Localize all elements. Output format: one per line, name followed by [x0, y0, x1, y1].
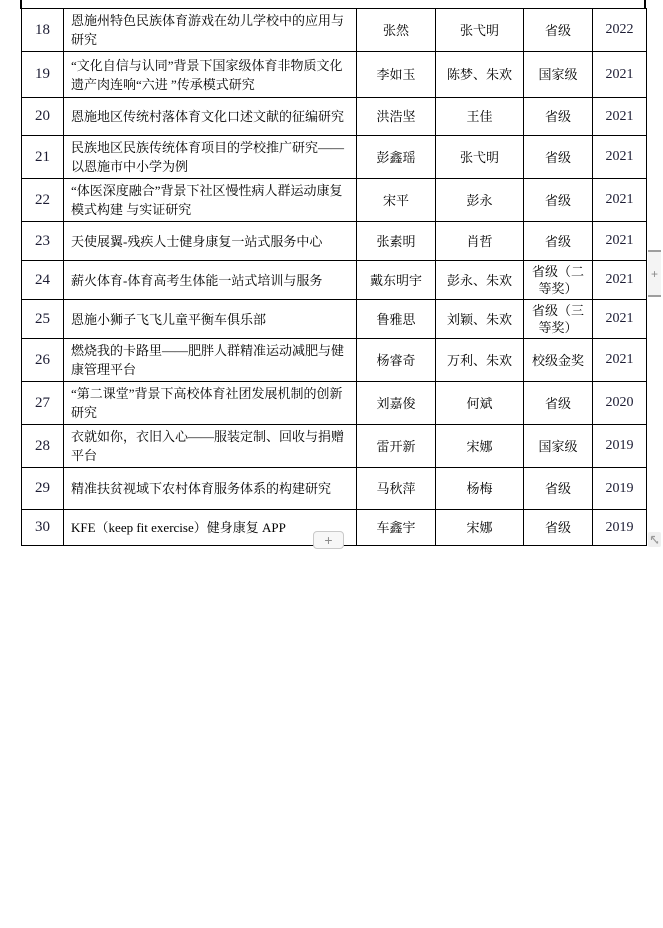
table-resize-handle[interactable] — [648, 532, 661, 547]
table-row — [22, 261, 647, 300]
level-cell[interactable]: 省级 — [524, 222, 593, 261]
level-cell[interactable]: 省级 — [524, 468, 593, 510]
leader-cell[interactable]: 雷开新 — [357, 425, 436, 468]
row-number-cell[interactable]: 30 — [22, 510, 64, 546]
row-number-cell[interactable]: 23 — [22, 222, 64, 261]
project-title-cell[interactable]: 民族地区民族传统体育项目的学校推广研究——以恩施市中小学为例 — [64, 136, 357, 179]
plus-icon: + — [324, 532, 333, 548]
advisor-cell[interactable]: 张弋明 — [436, 136, 524, 179]
row-number-cell[interactable]: 27 — [22, 382, 64, 425]
project-title-cell[interactable]: “文化自信与认同”背景下国家级体育非物质文化遗产肉连响“六进 ”传承模式研究 — [64, 52, 357, 98]
advisor-cell[interactable]: 王佳 — [436, 98, 524, 136]
year-cell[interactable]: 2022 — [593, 9, 647, 52]
level-cell[interactable]: 省级（二等奖） — [524, 261, 593, 300]
year-cell[interactable]: 2019 — [593, 510, 647, 546]
level-cell[interactable]: 校级金奖 — [524, 339, 593, 382]
row-number-cell[interactable]: 18 — [22, 9, 64, 52]
leader-cell[interactable]: 张然 — [357, 9, 436, 52]
advisor-cell[interactable]: 张弋明 — [436, 9, 524, 52]
year-cell[interactable]: 2021 — [593, 179, 647, 222]
advisor-cell[interactable]: 彭永 — [436, 179, 524, 222]
leader-cell[interactable]: 车鑫宇 — [357, 510, 436, 546]
leader-cell[interactable]: 彭鑫瑶 — [357, 136, 436, 179]
project-title-cell[interactable]: “体医深度融合”背景下社区慢性病人群运动康复模式构建 与实证研究 — [64, 179, 357, 222]
table-row — [22, 98, 647, 136]
diagonal-resize-arrow-icon — [650, 535, 659, 545]
level-cell[interactable]: 省级（三等奖） — [524, 300, 593, 339]
year-cell[interactable]: 2019 — [593, 468, 647, 510]
year-cell[interactable]: 2021 — [593, 261, 647, 300]
plus-icon: + — [650, 266, 658, 281]
advisor-cell[interactable]: 宋娜 — [436, 510, 524, 546]
row-number-cell[interactable]: 20 — [22, 98, 64, 136]
level-cell[interactable]: 国家级 — [524, 52, 593, 98]
add-row-button[interactable] — [313, 531, 344, 549]
year-cell[interactable]: 2021 — [593, 52, 647, 98]
level-cell[interactable]: 国家级 — [524, 425, 593, 468]
advisor-cell[interactable]: 万利、朱欢 — [436, 339, 524, 382]
advisor-cell[interactable]: 刘颖、朱欢 — [436, 300, 524, 339]
advisor-cell[interactable]: 杨梅 — [436, 468, 524, 510]
row-number-cell[interactable]: 28 — [22, 425, 64, 468]
project-title-cell[interactable]: KFE（keep fit exercise）健身康复 APP — [64, 510, 357, 546]
project-title-cell[interactable]: 精准扶贫视域下农村体育服务体系的构建研究 — [64, 468, 357, 510]
add-column-button[interactable] — [648, 250, 661, 297]
row-number-cell[interactable]: 29 — [22, 468, 64, 510]
leader-cell[interactable]: 杨睿奇 — [357, 339, 436, 382]
row-number-cell[interactable]: 22 — [22, 179, 64, 222]
project-title-cell[interactable]: 薪火体育-体育高考生体能一站式培训与服务 — [64, 261, 357, 300]
level-cell[interactable]: 省级 — [524, 136, 593, 179]
year-cell[interactable]: 2021 — [593, 222, 647, 261]
project-title-cell[interactable]: 燃烧我的卡路里——肥胖人群精准运动减肥与健康管理平台 — [64, 339, 357, 382]
project-title-cell[interactable]: 天使展翼-残疾人士健身康复一站式服务中心 — [64, 222, 357, 261]
level-cell[interactable]: 省级 — [524, 382, 593, 425]
year-cell[interactable]: 2021 — [593, 339, 647, 382]
year-cell[interactable]: 2021 — [593, 98, 647, 136]
table-row — [22, 222, 647, 261]
project-title-cell[interactable]: “第二课堂”背景下高校体育社团发展机制的创新研究 — [64, 382, 357, 425]
projects-table-body — [22, 9, 647, 546]
table-row — [22, 339, 647, 382]
table-row — [22, 382, 647, 425]
table-row — [22, 136, 647, 179]
project-title-cell[interactable]: 恩施州特色民族体育游戏在幼儿学校中的应用与研究 — [64, 9, 357, 52]
year-cell[interactable]: 2021 — [593, 136, 647, 179]
leader-cell[interactable]: 马秋萍 — [357, 468, 436, 510]
row-number-cell[interactable]: 25 — [22, 300, 64, 339]
leader-cell[interactable]: 刘嘉俊 — [357, 382, 436, 425]
advisor-cell[interactable]: 宋娜 — [436, 425, 524, 468]
project-title-cell[interactable]: 恩施地区传统村落体育文化口述文献的征编研究 — [64, 98, 357, 136]
advisor-cell[interactable]: 彭永、朱欢 — [436, 261, 524, 300]
projects-table — [21, 8, 647, 546]
table-row — [22, 300, 647, 339]
level-cell[interactable]: 省级 — [524, 179, 593, 222]
leader-cell[interactable]: 张素明 — [357, 222, 436, 261]
level-cell[interactable]: 省级 — [524, 510, 593, 546]
row-number-cell[interactable]: 21 — [22, 136, 64, 179]
advisor-cell[interactable]: 肖哲 — [436, 222, 524, 261]
row-number-cell[interactable]: 24 — [22, 261, 64, 300]
advisor-cell[interactable]: 何斌 — [436, 382, 524, 425]
year-cell[interactable]: 2020 — [593, 382, 647, 425]
leader-cell[interactable]: 洪浩坚 — [357, 98, 436, 136]
year-cell[interactable]: 2019 — [593, 425, 647, 468]
table-row — [22, 179, 647, 222]
row-number-cell[interactable]: 26 — [22, 339, 64, 382]
table-row — [22, 468, 647, 510]
project-title-cell[interactable]: 衣就如你，衣旧入心——服装定制、回收与捐赠平台 — [64, 425, 357, 468]
level-cell[interactable]: 省级 — [524, 98, 593, 136]
level-cell[interactable]: 省级 — [524, 9, 593, 52]
table-row — [22, 425, 647, 468]
table-row — [22, 9, 647, 52]
project-title-cell[interactable]: 恩施小狮子飞飞儿童平衡车俱乐部 — [64, 300, 357, 339]
advisor-cell[interactable]: 陈梦、朱欢 — [436, 52, 524, 98]
table-row — [22, 52, 647, 98]
leader-cell[interactable]: 鲁雅思 — [357, 300, 436, 339]
leader-cell[interactable]: 李如玉 — [357, 52, 436, 98]
leader-cell[interactable]: 宋平 — [357, 179, 436, 222]
row-number-cell[interactable]: 19 — [22, 52, 64, 98]
leader-cell[interactable]: 戴东明宇 — [357, 261, 436, 300]
year-cell[interactable]: 2021 — [593, 300, 647, 339]
